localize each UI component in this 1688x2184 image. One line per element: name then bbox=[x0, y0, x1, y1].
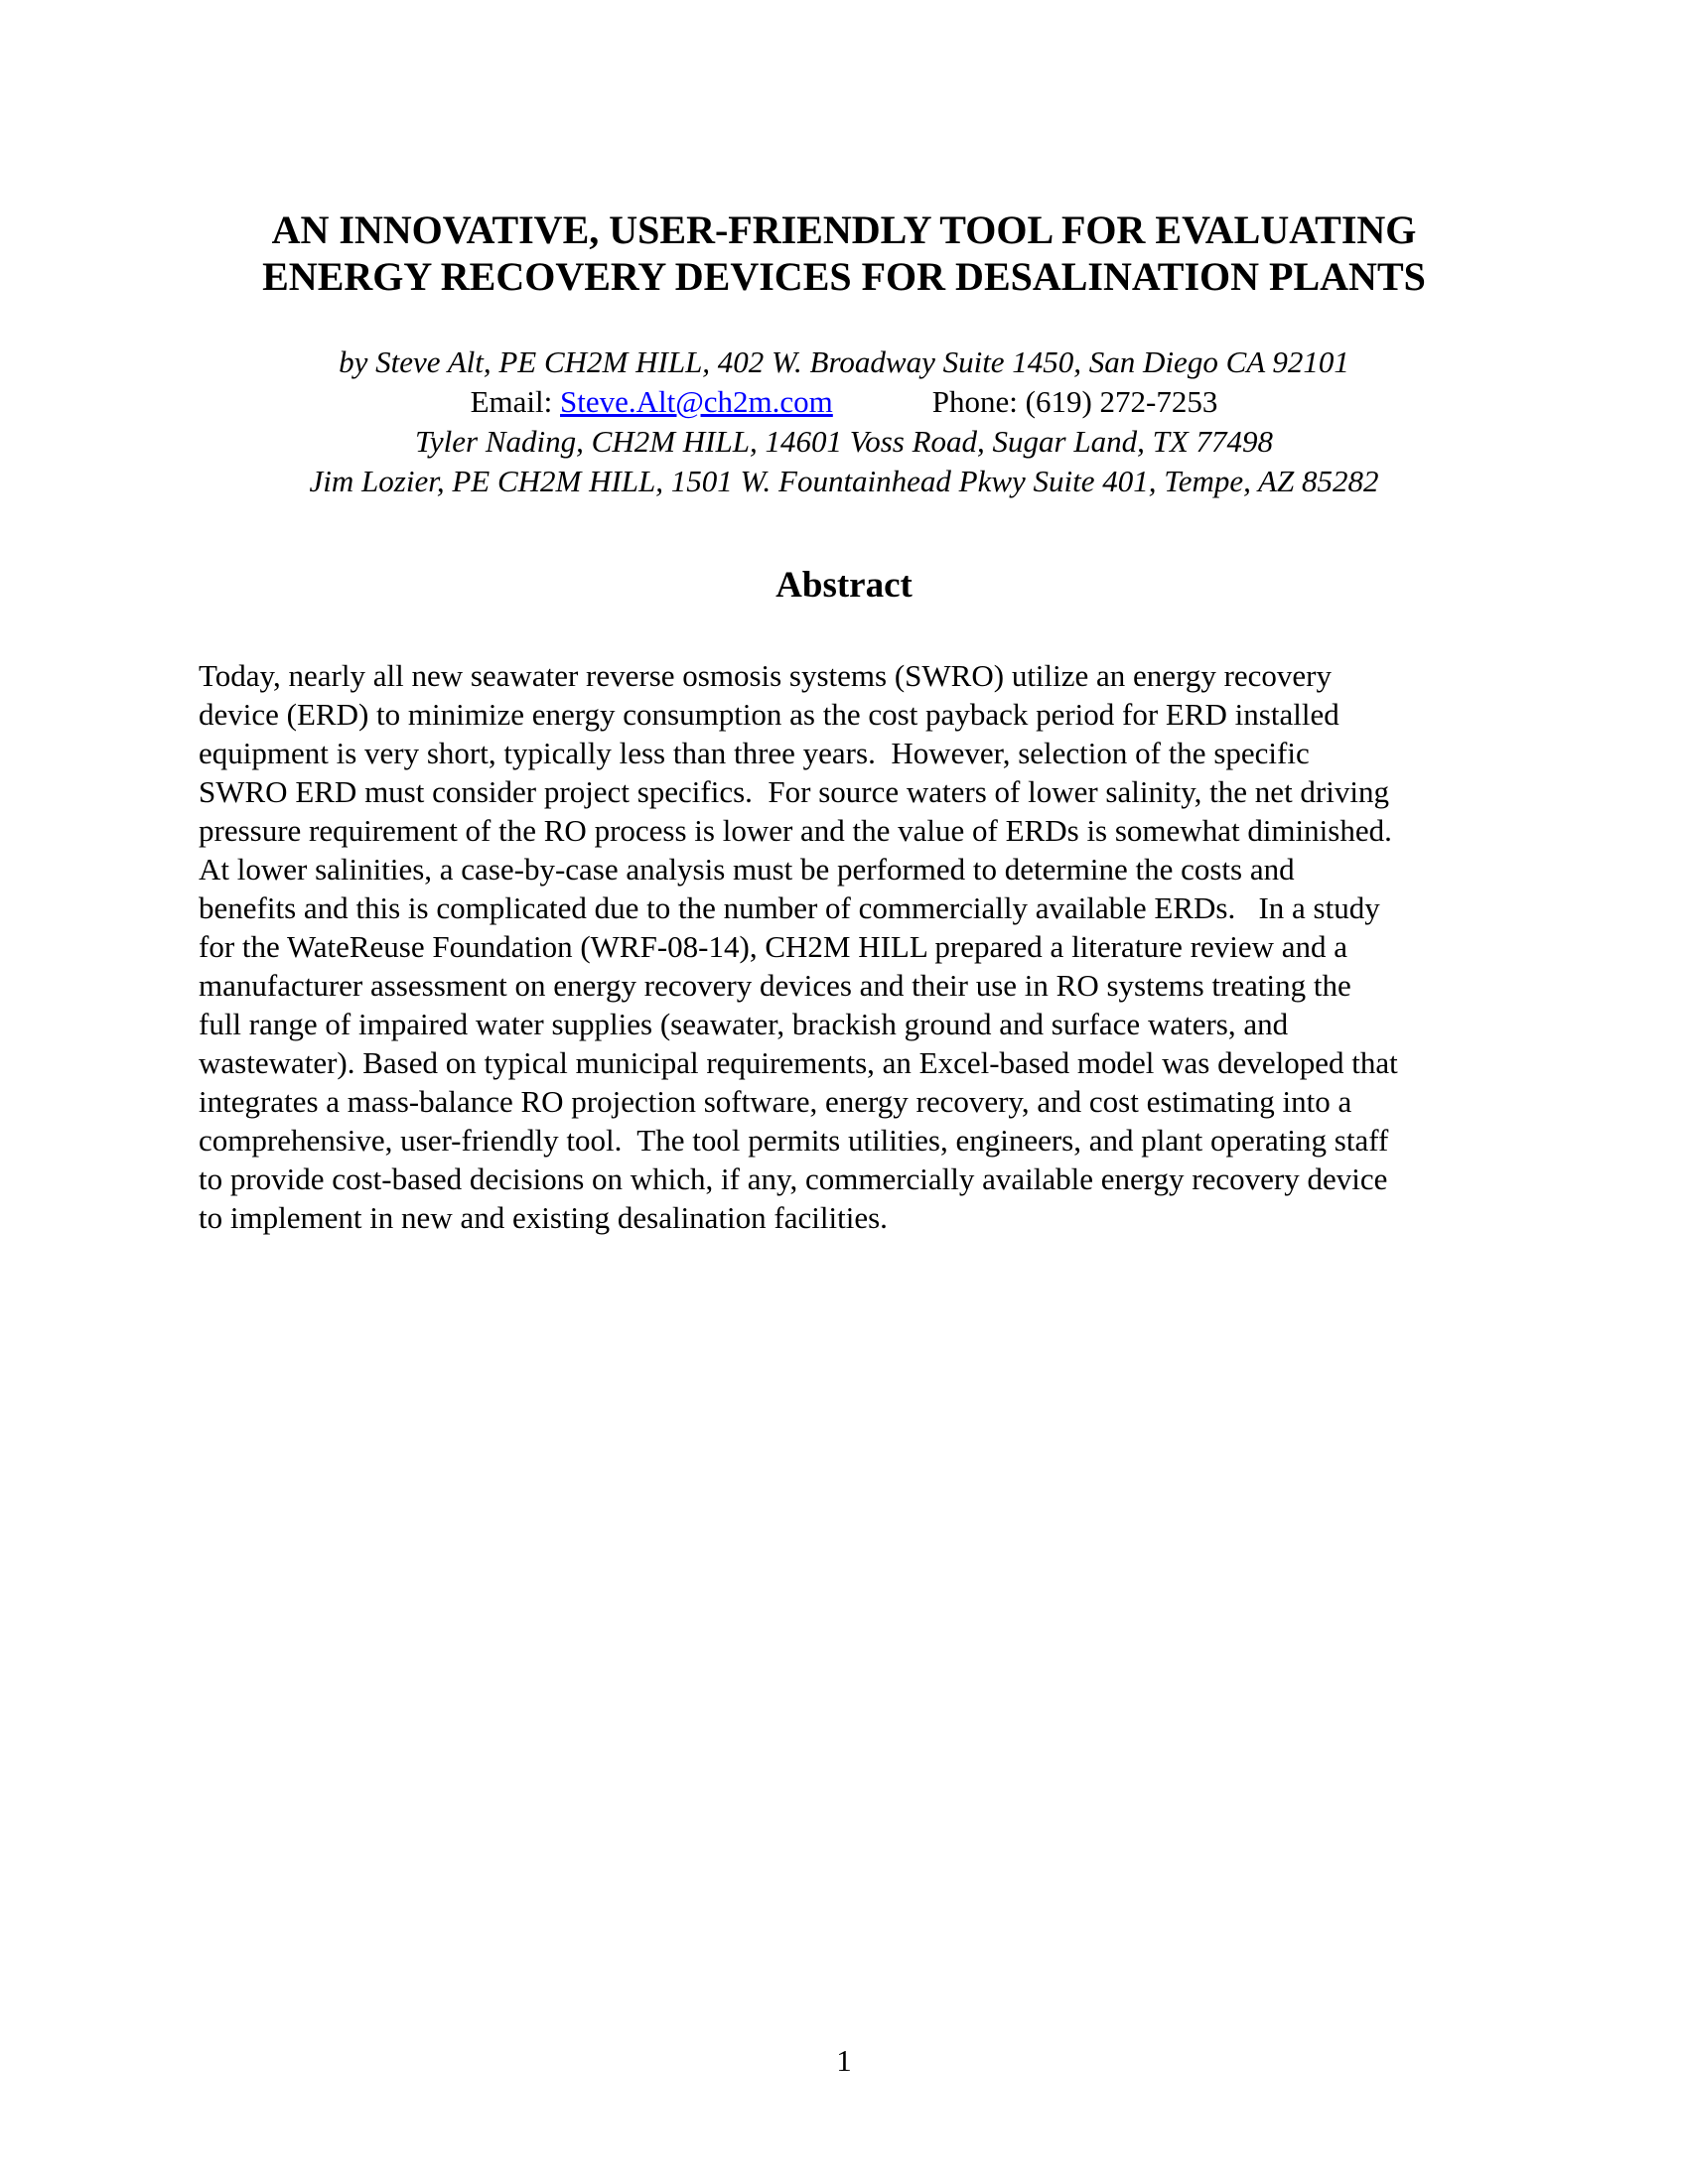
page-number: 1 bbox=[836, 2043, 852, 2078]
abstract-line: full range of impaired water supplies (seawater, brackish ground and surface waters, and bbox=[199, 1007, 1289, 1041]
abstract-paragraph bbox=[199, 656, 1489, 1237]
abstract-line: Today, nearly all new seawater reverse osmosis systems (SWRO) utilize an energy recovery bbox=[199, 658, 1333, 693]
abstract-line: At lower salinities, a case-by-case analysis must be performed to determine the costs and bbox=[199, 852, 1295, 887]
abstract-line: integrates a mass-balance RO projection software, energy recovery, and cost estimating into a bbox=[199, 1084, 1352, 1119]
author-byline-3: Jim Lozier, PE CH2M HILL, 1501 W. Fountainhead Pkwy Suite 401, Tempe, AZ 85282 bbox=[309, 464, 1379, 498]
title-line-2: ENERGY RECOVERY DEVICES FOR DESALINATION PLANTS bbox=[262, 254, 1426, 299]
abstract-line: pressure requirement of the RO process is lower and the value of ERDs is somewhat diminished. bbox=[199, 813, 1392, 848]
abstract-line: to provide cost-based decisions on which, if any, commercially available energy recovery device bbox=[199, 1161, 1388, 1196]
email-link[interactable]: Steve.Alt@ch2m.com bbox=[560, 384, 833, 419]
abstract-line: wastewater). Based on typical municipal requirements, an Excel-based model was developed that bbox=[199, 1045, 1398, 1080]
author-byline-1: by Steve Alt, PE CH2M HILL, 402 W. Broadway Suite 1450, San Diego CA 92101 bbox=[339, 344, 1349, 379]
author-byline-2: Tyler Nading, CH2M HILL, 14601 Voss Road, Sugar Land, TX 77498 bbox=[414, 424, 1274, 459]
abstract-line: device (ERD) to minimize energy consumption as the cost payback period for ERD installed bbox=[199, 697, 1339, 732]
abstract-line: equipment is very short, typically less than three years. However, selection of the specific bbox=[199, 736, 1310, 770]
title-line-1: AN INNOVATIVE, USER-FRIENDLY TOOL FOR EVALUATING bbox=[271, 207, 1417, 252]
contact-line bbox=[199, 382, 1489, 422]
abstract-line: comprehensive, user-friendly tool. The tool permits utilities, engineers, and plant operating staff bbox=[199, 1123, 1389, 1158]
page-title bbox=[199, 206, 1489, 300]
abstract-heading: Abstract bbox=[775, 565, 913, 606]
abstract-line: SWRO ERD must consider project specifics. For source waters of lower salinity, the net driving bbox=[199, 774, 1389, 809]
email-label: Email: bbox=[470, 384, 561, 419]
abstract-line: manufacturer assessment on energy recovery devices and their use in RO systems treating the bbox=[199, 968, 1351, 1003]
abstract-line: benefits and this is complicated due to the number of commercially available ERDs. In a study bbox=[199, 890, 1380, 925]
abstract-line: for the WateReuse Foundation (WRF-08-14), CH2M HILL prepared a literature review and a bbox=[199, 929, 1348, 964]
phone-text: Phone: (619) 272-7253 bbox=[931, 384, 1218, 419]
abstract-line: to implement in new and existing desalination facilities. bbox=[199, 1200, 888, 1235]
author-block bbox=[199, 342, 1489, 501]
